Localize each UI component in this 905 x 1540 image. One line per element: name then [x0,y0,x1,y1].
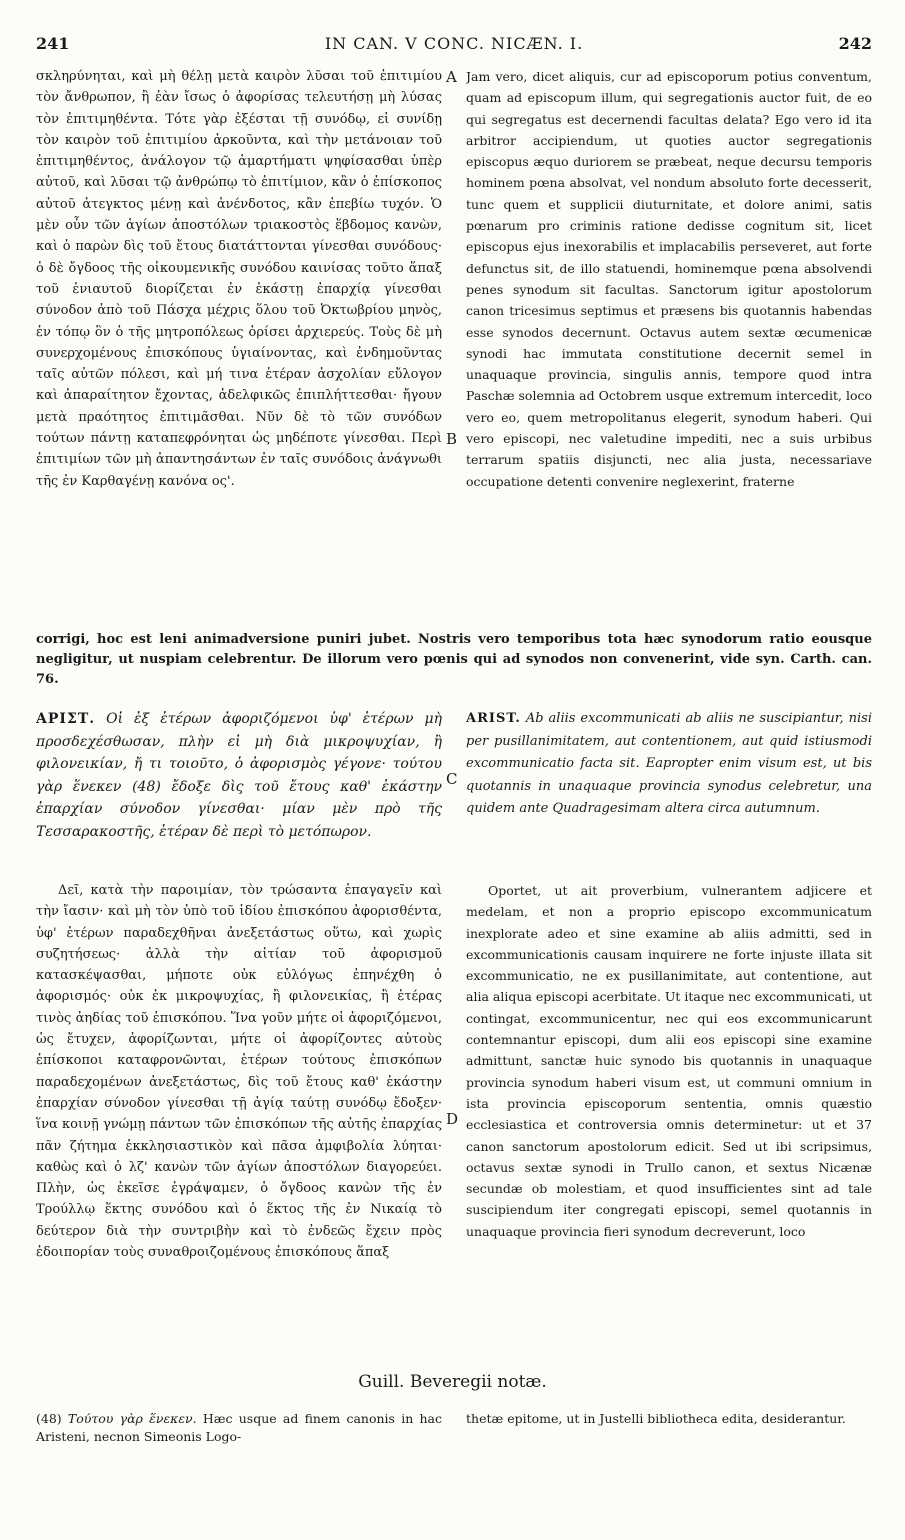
note-left [36,1410,442,1446]
latin-commentary-top: Jam vero, dicet aliquis, cur ad episcoporum potius conventum, quam ad episcopum illum, qui segregationis auctor fuit, de eo qui segregatus est decernendi facultas delata? Ego vero id ita arbitror accipiendum, ut quoties auctor segregationis episcopus æquo duriorem se præbeat, neque decursu temporis hominem pœna absolvat, vel nondum absoluto forte decesserit, tunc quem et supplicii diuturnitate, et dolore animi, satis pœnarum pro criminis ratione dedisse cognitum sit, licet episcopus ejus inexorabilis et implacabilis perseveret, aut forte defunctus sit, de illo statuendi, hominemque pœna absolvendi penes synodum sit facultas. Sanctorum igitur apostolorum canon tricesimus septimus et præsens bis quotannis habendas esse synodos decernunt. Octavus autem sextæ œcumenicæ synodi hac immutata constitutione decernit semel in unaquaque provincia, singulis annis, tempore quod intra Paschæ solemnia ad Octobrem usque extremum intercedit, loco vero eo, quem metropolitanus elegerit, synodum haberi. Qui vero episcopi, nec valetudine impediti, nec a suis urbibus terrarum spatiis disjuncti, nec alia justa, necessariave occupatione detenti convenire neglexerint, fraterne [466,69,872,489]
arist-greek-text: Οἱ ἐξ ἑτέρων ἀφοριζόμενοι ὑφ' ἑτέρων μὴ προσδεχέσθωσαν, πλὴν εἰ μὴ διὰ μικροψυχίαν, ἢ φιλονεικίαν, ἤ τι τοιοῦτο, ὁ ἀφορισμὸς γέγονε· τούτου γὰρ ἕνεκεν (48) ἔδοξε δὶς τοῦ ἔτους καθ' ἑκάστην ἐπαρχίαν σύνοδον γίνεσθαι· μίαν μὲν πρὸ τῆς Τεσσαρακοστῆς, ἑτέραν δὲ περὶ τὸ μετόπωρον. [36,711,442,840]
page-number-left: 241 [36,34,70,53]
margin-letter-c: C [446,770,458,788]
margin-letter-d: D [446,1110,459,1128]
greek-commentary-top: σκληρύνηται, καὶ μὴ θέλῃ μετὰ καιρὸν λῦσαι τοῦ ἐπιτιμίου τὸν ἄνθρωπον, ἢ ἐὰν ἴσως ὁ ἀφορίσας τελευτήσῃ μὴ λύσας τὸν ἐπιτιμηθέντα. Τότε γὰρ ἐξέσται τῇ συνόδῳ, εἰ συνίδῃ τὸν καιρὸν τοῦ ἐπιτιμίου ἀρκοῦντα, καὶ τὴν μετάνοιαν τοῦ ἐπιτιμηθέντος, ἀνάλογον τῷ ἁμαρτήματι ψηφίσασθαι ὑπὲρ αὐτοῦ, καὶ λῦσαι τῷ ἀνθρώπῳ τὸ ἐπιτίμιον, κἂν ὁ ἐπίσκοπος αὐτοῦ ἀτεγκτος μένῃ καὶ ἀνένδοτος, κἂν ἐπεβίω τυχόν. Ὁ μὲν οὖν τῶν ἁγίων ἀποστόλων τριακοστὸς ἕβδομος κανὼν, καὶ ὁ παρὼν δὶς τοῦ ἔτους διατάττονται γίνεσθαι συνόδους· ὁ δὲ ὄγδοος τῆς οἰκουμενικῆς συνόδου καινίσας τοῦτο ἅπαξ τοῦ ἐνιαυτοῦ διορίζεται ἐν ἑκάστῃ ἐπαρχίᾳ γίνεσθαι σύνοδον ἀπὸ τοῦ Πάσχα μέχρις ὅλου τοῦ Ὀκτωβρίου μηνὸς, ἐν τόπῳ ὃν ὁ τῆς μητροπόλεως ὁρίσει ἀρχιερεύς. Τοὺς δὲ μὴ συνερχομένους ἐπισκόπους ὑγιαίνοντας, καὶ ἐνδημοῦντας ταῖς αὐτῶν πόλεσι, καὶ μή τινα ἑτέραν ἀσχολίαν εὔλογον καὶ ἀπαραίτητον ἔχοντας, ἀδελφικῶς ἐπιπλήττεσθαι· ἤγουν μετὰ πραότητος ἐπιτιμᾶσθαι. Νῦν δὲ τὸ τῶν συνόδων τούτων πάντῃ καταπεφρόνηται ὡς μηδέποτε γίνεσθαι. Περὶ ἐπιτιμίων τῶν μὴ ἀπαντησάντων ἐν ταῖς συνόδοις ἀνάγνωθι τῆς ἐν Καρθαγένῃ κανόνα ος'. [36,69,442,489]
note-lemma: Τούτου γὰρ ἕνεκεν. [67,1411,197,1426]
note-left-text: Hæc usque ad finem canonis in hac Aristeni, necnon Simeonis Logo- [36,1411,442,1444]
greek-column-bottom [36,880,442,1350]
note-reference: (48) [36,1411,62,1426]
arist-latin-text: Ab aliis excommunicati ab aliis ne suscipiantur, nisi per pusillanimitatem, aut contentionem, aut quid istiusmodi excommunicatio facta sit. Eapropter enim visum est, ut bis quotannis in unaquaque provincia synodus celebretur, una quidem ante Quadragesimam altera circa autumnum. [466,711,872,816]
latin-column-bottom [466,880,872,1350]
arist-greek-block [36,708,442,872]
margin-letter-a: A [446,68,457,86]
arist-greek-label: ΑΡΙΣΤ. [36,711,96,727]
arist-latin-block [466,708,872,872]
page-number-right: 242 [838,34,872,53]
page-header [36,34,872,58]
greek-commentary-bottom: Δεῖ, κατὰ τὴν παροιμίαν, τὸν τρώσαντα ἐπαγαγεῖν καὶ τὴν ἴασιν· καὶ μὴ τὸν ὑπὸ τοῦ ἰδίου ἐπισκόπου ἀφορισθέντα, ὑφ' ἑτέρων παραδεχθῆναι ἀνεξετάστως οὕτω, καὶ χωρὶς συζητήσεως· ἀλλὰ τὴν αἰτίαν τοῦ ἀφορισμοῦ κατασκέψασθαι, μήποτε οὐκ εὐλόγως ἐπηνέχθη ὁ ἀφορισμός· οὐκ ἐκ μικροψυχίας, ἢ φιλονεικίας, ἢ ἑτέρας τινὸς ἀηδίας τοῦ ἐπισκόπου. Ἵνα γοῦν μήτε οἱ ἀφοριζόμενοι, ὡς ἔτυχεν, ἀφορίζωνται, μήτε οἱ ἀφορίζοντες αὐτοὺς ἐπίσκοποι καταφρονῶνται, ἑτέρων τούτους ἐπισκόπων παραδεχομένων ἀνεξετάστως, δὶς τοῦ ἔτους καθ' ἑκάστην ἐπαρχίαν σύνοδον γίνεσθαι τῇ ἁγίᾳ ταύτῃ συνόδῳ ἔδοξεν· ἵνα κοινῇ γνώμῃ πάντων τῶν ἐπισκόπων τῆς αὐτῆς ἐπαρχίας πᾶν ζήτημα ἐκκλησιαστικὸν καὶ πᾶσα ἀμφιβολία λύηται· καθὼς καὶ ὁ λζ' κανὼν τῶν ἁγίων ἀποστόλων διαγορεύει. Πλὴν, ὡς ἐκεῖσε ἐγράψαμεν, ὁ ὄγδοος κανὼν τῆς ἐν Τρούλλῳ ἕκτης συνόδου καὶ ὁ ἕκτος τῆς ἐν Νικαίᾳ τὸ δεύτερον διὰ τὴν συντριβὴν καὶ τὸ ἐνδεῶς ἔχειν πρὸς ἐδοιπορίαν τοὺς συναθροιζομένους ἐπισκόπους ἅπαξ [36,883,442,1261]
arist-latin-label: ARIST. [466,711,521,726]
note-right [466,1410,872,1428]
latin-commentary-bottom: Oportet, ut ait proverbium, vulnerantem adjicere et medelam, et non a proprio episcopo excommunicatum inexplorate adeo et sine examine ab aliis admitti, sed in excommunicationis causam inquirere ne forte injuste illata sit excommunicatio, ne ex pusillanimitate, aut contentione, aut alia aliqua episcopi acerbitate. Ut itaque nec excommunicati, ut contingat, excommunicentur, nec qui eos excommunicarunt contemnantur episcopi, dum alii eos episcopi sine examine admittunt, sanctæ huic synodo bis quotannis in unaquaque provincia synodum haberi visum est, ut communi omnium in ista provincia episcoporum sententia, omnis quæstio ecclesiastica et controversia omnis determinetur: ut et 37 canon sanctorum apostolorum edicit. Sed ut ibi scripsimus, octavus sextæ synodi in Trullo canon, et sextus Nicænæ secundæ ob molestiam, et quod insufficientes sint ad tale suscipiendum iter congregati episcopi, semel quotannis in unaquaque provincia fieri synodum decreverunt, loco [466,883,872,1239]
note-right-text: thetæ epitome, ut in Justelli bibliotheca edita, desiderantur. [466,1411,846,1426]
latin-column-top [466,66,872,628]
greek-column-top [36,66,442,628]
latin-commentary-continuation: corrigi, hoc est leni animadversione puniri jubet. Nostris vero temporibus tota hæc synodorum ratio eousque negligitur, ut nuspiam celebrentur. De illorum vero pœnis qui ad synodos non convenerint, vide syn. Carth. can. 76. [36,632,872,687]
margin-letter-b: B [446,430,458,448]
notes-title: Guill. Beveregii notæ. [358,1372,547,1392]
latin-continuation [36,630,872,696]
running-title: IN CAN. V CONC. NICÆN. I. [324,34,584,53]
